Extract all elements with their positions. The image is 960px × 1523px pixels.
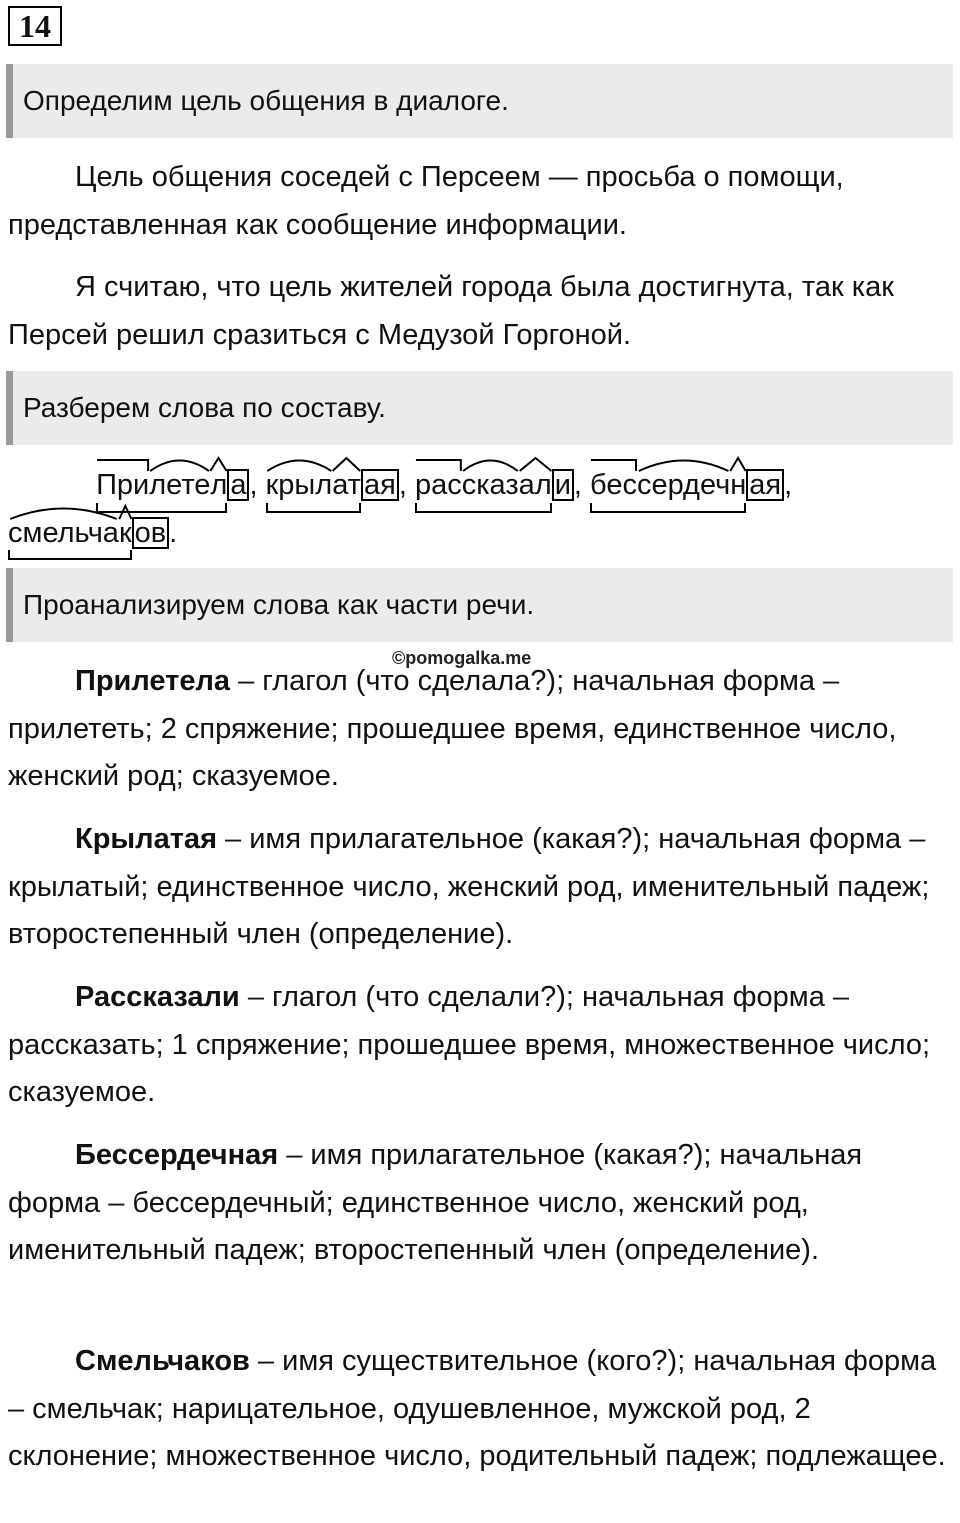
analysis-text: – имя прилагательное (какая?); начальная форма – крылатый; единственное число, женский род, именительный падеж; второстепенный член (определение).	[8, 823, 930, 950]
analysis-text: – глагол (что сделали?); начальная форма – рассказать; 1 спряжение; прошедшее время, множественное число; сказуемое.	[8, 981, 931, 1108]
analysis-item	[8, 816, 953, 959]
morpheme-word	[590, 462, 784, 510]
word-separator: .	[169, 516, 178, 549]
morpheme-text: крыл	[265, 469, 333, 501]
section-header-parts-of-speech: Проанализируем слова как части речи.	[6, 568, 953, 642]
root-arc-mark	[462, 456, 519, 472]
morpheme-text: рас	[414, 469, 462, 501]
paragraph-goal	[8, 154, 953, 249]
morpheme-ending	[552, 469, 574, 501]
root-arc-mark	[266, 456, 333, 472]
morpheme-text: бес	[590, 469, 637, 501]
analysis-text: – имя существительное (кого?); начальная форма – смельчак; нарицательное, одушевленное, мужской род, 2 склонение; множественное число, родительный падеж; подлежащее.	[8, 1345, 946, 1472]
morpheme-text: ат	[332, 469, 361, 501]
morpheme-analysis	[8, 462, 953, 557]
analysis-item	[8, 974, 953, 1117]
suffix-mark	[119, 504, 132, 520]
morpheme-text: а	[230, 469, 247, 501]
morpheme-text: ая	[749, 469, 782, 501]
root-arc-mark	[8, 504, 119, 520]
morpheme-ending	[227, 469, 249, 501]
prefix-mark	[590, 456, 637, 472]
morpheme-text: смельча	[8, 516, 119, 549]
paragraph-opinion	[8, 264, 953, 359]
suffix-mark	[730, 456, 746, 472]
morpheme-text: При	[96, 469, 150, 501]
word-separator: ,	[398, 469, 407, 501]
morpheme-ending	[132, 517, 170, 549]
word-separator: ,	[573, 469, 582, 501]
word-separator: ,	[784, 469, 793, 501]
morpheme-text: н	[730, 469, 747, 501]
morpheme-word	[415, 462, 574, 510]
analysis-item	[8, 1132, 953, 1275]
analysis-word: Смельчаков	[75, 1345, 250, 1377]
morpheme-ending	[361, 469, 399, 501]
morpheme-text: сказ	[461, 469, 519, 501]
morpheme-text: ая	[363, 469, 396, 501]
analysis-text: – глагол (что сделала?); начальная форма – прилететь; 2 спряжение; прошедшее время, единственное число, женский род; сказуемое.	[8, 665, 897, 792]
analysis-word: Крылатая	[75, 823, 217, 855]
morpheme-text: к	[118, 516, 132, 549]
prefix-mark	[415, 456, 462, 472]
stem-underline-mark	[266, 503, 361, 513]
morpheme-word	[96, 462, 249, 510]
morpheme-ending	[746, 469, 784, 501]
analysis-word: Рассказали	[75, 981, 240, 1013]
morpheme-text: ов	[134, 516, 167, 549]
section-header-dialogue-goal: Определим цель общения в диалоге.	[6, 64, 953, 138]
stem-underline-mark	[8, 550, 132, 560]
paragraph-opinion-text: Я считаю, что цель жителей города была достигнута, так как Персей решил сразиться с Медузой Горгоной.	[8, 271, 894, 351]
morpheme-text: лете	[149, 469, 211, 501]
word-separator: ,	[249, 469, 258, 501]
morpheme-text: л	[210, 469, 228, 501]
suffix-mark	[210, 456, 227, 472]
morpheme-word	[266, 462, 399, 510]
stem-underline-mark	[590, 503, 746, 513]
morpheme-text: ал	[518, 469, 552, 501]
stem-underline-mark	[415, 503, 552, 513]
root-arc-mark	[149, 456, 210, 472]
section-header-word-structure: Разберем слова по составу.	[6, 371, 953, 445]
analysis-text: – имя прилагательное (какая?); начальная форма – бессердечный; единственное число, женский род, именительный падеж; второстепенный член (определение).	[8, 1139, 863, 1266]
prefix-mark	[96, 456, 149, 472]
watermark: ©pomogalka.me	[392, 648, 532, 668]
task-number: 14	[8, 6, 62, 46]
suffix-mark	[519, 456, 552, 472]
morpheme-word	[8, 510, 169, 558]
morpheme-text: сердеч	[636, 469, 731, 501]
analysis-item	[8, 1338, 953, 1481]
analysis-word: Бессердечная	[75, 1139, 279, 1171]
morpheme-text: и	[554, 469, 571, 501]
analysis-item	[8, 658, 953, 801]
root-arc-mark	[637, 456, 730, 472]
analysis-word: Прилетела	[75, 665, 231, 697]
paragraph-goal-text: Цель общения соседей с Персеем — просьба о помощи, представленная как сообщение информации.	[8, 161, 844, 241]
suffix-mark	[332, 456, 361, 472]
